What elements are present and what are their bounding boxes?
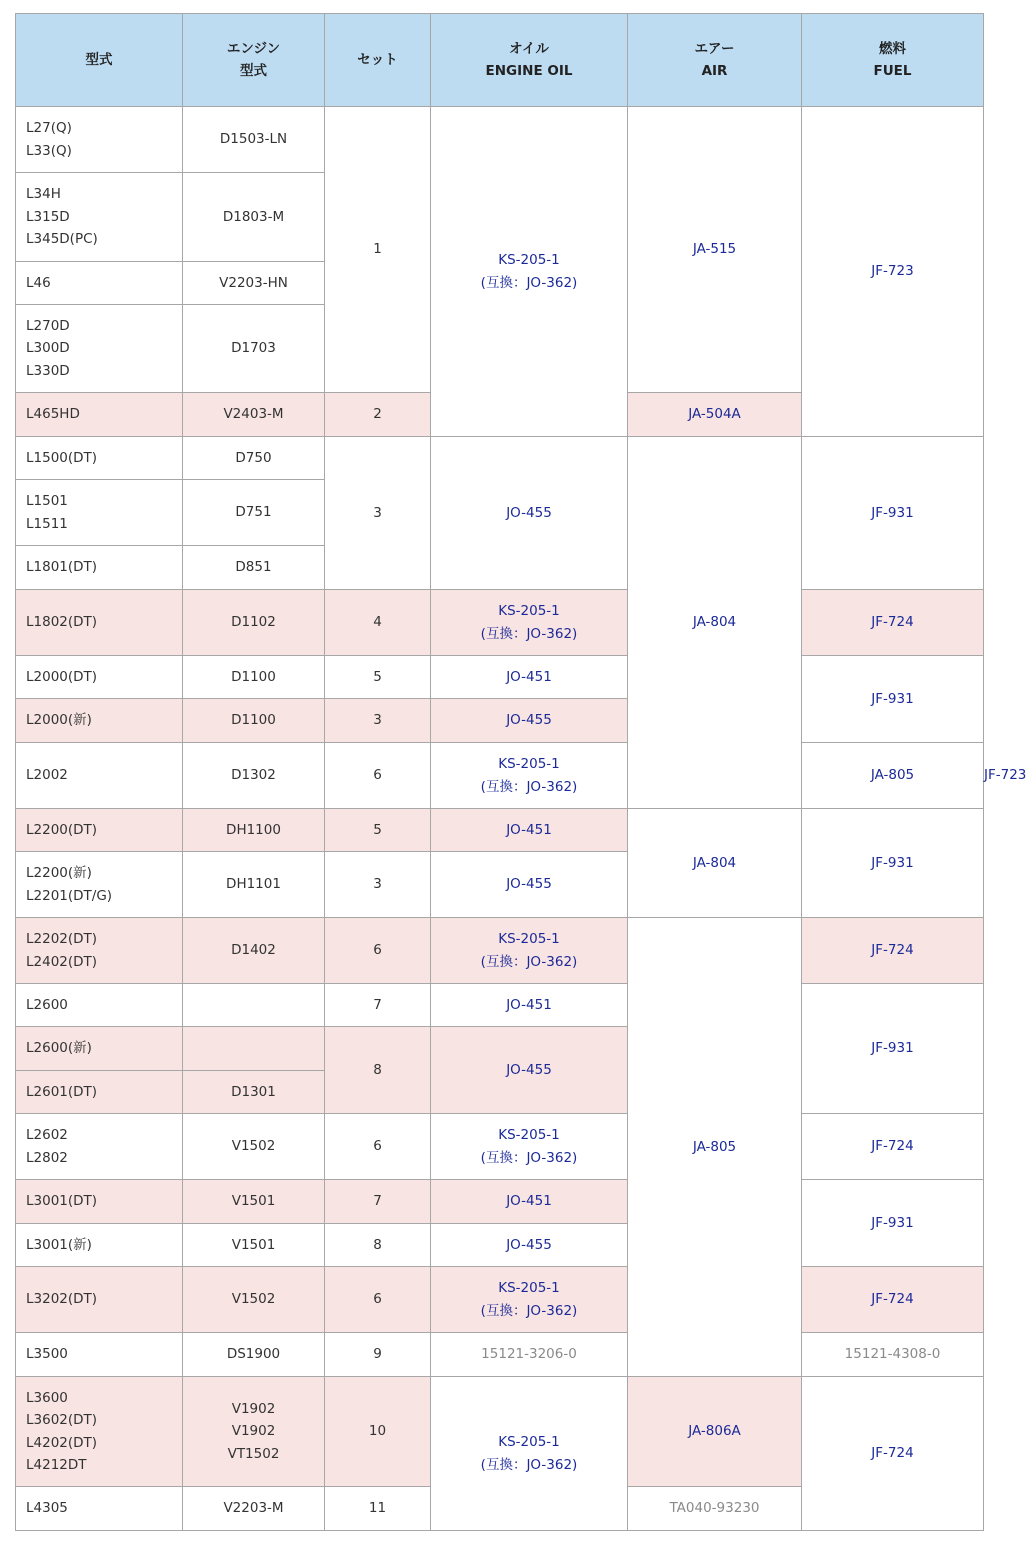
fuel-part-cell[interactable] — [802, 107, 984, 437]
cell-line: L2000(新) — [26, 712, 92, 729]
cell-line: L1801(DT) — [26, 559, 98, 576]
cell-line: V2203-HN — [219, 274, 288, 291]
engine-cell — [183, 656, 325, 699]
filter-table — [15, 13, 1026, 1531]
cell-line: ENGINE OIL — [485, 63, 573, 79]
model-cell — [16, 393, 183, 437]
table-row: L2002 D1302 6 KS-205-1 (互換：JO-362) JA-805 JF-723 — [16, 743, 984, 809]
model-cell — [16, 1180, 183, 1224]
cell-line: V1502 — [231, 1138, 276, 1155]
engine-cell — [183, 1114, 325, 1180]
cell-line: JO-451 — [506, 821, 552, 838]
oil-part-cell[interactable] — [431, 852, 628, 918]
cell-line: L2402(DT) — [26, 953, 98, 970]
set-cell: 6 — [325, 1114, 431, 1180]
cell-line: D1402 — [231, 942, 276, 959]
cell-line: L1501 — [26, 493, 68, 509]
cell-line: L3001(新) — [26, 1236, 92, 1253]
table-row — [16, 984, 984, 1027]
cell-line: L2200(DT) — [26, 821, 98, 838]
cell-line: L2600(新) — [26, 1040, 92, 1057]
oil-part-cell[interactable] — [431, 743, 628, 809]
cell-line: TA040-93230 — [669, 1500, 760, 1517]
air-part-cell[interactable] — [628, 809, 802, 918]
set-cell: 1 — [325, 107, 431, 393]
model-cell — [16, 1114, 183, 1180]
cell-line: 型式 — [85, 51, 113, 68]
oil-part-cell[interactable] — [431, 590, 628, 656]
model-cell — [16, 546, 183, 590]
cell-line: D1803-M — [222, 208, 285, 225]
cell-line: L330D — [26, 362, 70, 379]
engine-cell — [183, 1224, 325, 1267]
cell-line: 燃料 — [879, 40, 906, 57]
oil-part-cell[interactable] — [431, 1180, 628, 1224]
engine-cell — [183, 743, 325, 809]
model-cell — [16, 656, 183, 699]
cell-line: D751 — [235, 504, 272, 521]
cell-line: L33(Q) — [26, 142, 72, 159]
model-cell — [16, 107, 183, 173]
air-part-cell[interactable] — [628, 393, 802, 437]
cell-line: (互換：JO-362) — [480, 625, 578, 642]
oil-part-cell[interactable] — [431, 1333, 628, 1377]
engine-cell — [183, 173, 325, 262]
engine-cell — [183, 1071, 325, 1114]
cell-line: KS-205-1 — [498, 756, 560, 772]
cell-line: L300D — [26, 340, 70, 357]
cell-line: (互換：JO-362) — [480, 953, 578, 970]
cell-line: JO-455 — [506, 1061, 552, 1078]
set-cell: 5 — [325, 809, 431, 852]
cell-line: L34H — [26, 186, 61, 203]
cell-line: L1511 — [26, 515, 68, 532]
set-cell: 3 — [325, 437, 431, 590]
model-cell — [16, 480, 183, 546]
model-cell — [16, 809, 183, 852]
engine-cell — [183, 852, 325, 918]
set-cell: 2 — [325, 393, 431, 437]
cell-line: AIR — [701, 63, 728, 79]
engine-cell — [183, 262, 325, 305]
engine-cell — [183, 107, 325, 173]
model-cell — [16, 1333, 183, 1377]
cell-line: JF-724 — [871, 1445, 914, 1462]
cell-line: JO-451 — [506, 996, 552, 1013]
set-cell: 5 — [325, 656, 431, 699]
engine-cell — [183, 918, 325, 984]
engine-cell — [183, 1267, 325, 1333]
cell-line: JF-724 — [871, 614, 914, 631]
cell-line: JF-931 — [871, 1040, 914, 1057]
cell-line: KS-205-1 — [498, 252, 560, 268]
set-cell: 8 — [325, 1224, 431, 1267]
cell-line: (互換：JO-362) — [480, 274, 578, 291]
air-part-cell[interactable] — [628, 437, 802, 809]
cell-line: L2600 — [26, 996, 68, 1013]
cell-line: KS-205-1 — [498, 931, 560, 947]
model-cell — [16, 984, 183, 1027]
cell-line: (互換：JO-362) — [480, 1302, 578, 1319]
cell-line: VT1502 — [227, 1445, 280, 1462]
table-row — [16, 1377, 984, 1487]
cell-line: (互換：JO-362) — [480, 1456, 578, 1473]
model-cell — [16, 437, 183, 480]
fuel-part-cell[interactable] — [802, 1377, 984, 1531]
engine-cell — [183, 590, 325, 656]
engine-cell — [183, 1180, 325, 1224]
oil-part-cell[interactable] — [431, 918, 628, 984]
model-cell — [16, 1267, 183, 1333]
oil-part-cell[interactable] — [431, 984, 628, 1027]
fuel-part-cell[interactable] — [802, 1180, 984, 1267]
fuel-part-cell[interactable] — [802, 1333, 984, 1377]
cell-line: JF-724 — [871, 942, 914, 959]
engine-cell — [183, 437, 325, 480]
cell-line: L4212DT — [26, 1457, 87, 1473]
cell-line: (互換：JO-362) — [480, 1149, 578, 1166]
model-cell — [16, 918, 183, 984]
cell-line: JA-805 — [870, 767, 915, 784]
model-cell — [16, 852, 183, 918]
oil-part-cell[interactable] — [431, 1267, 628, 1333]
cell-line: L2802 — [26, 1149, 68, 1166]
engine-cell — [183, 1027, 325, 1071]
set-cell: 6 — [325, 743, 431, 809]
cell-line: D1301 — [231, 1083, 276, 1100]
header-model — [16, 14, 183, 107]
fuel-part-cell[interactable] — [802, 590, 984, 656]
fuel-part-cell[interactable] — [802, 918, 984, 984]
set-cell: 9 — [325, 1333, 431, 1377]
cell-line: D1102 — [231, 614, 276, 631]
oil-part-cell[interactable] — [431, 656, 628, 699]
engine-cell — [183, 1333, 325, 1377]
cell-line: DH1101 — [226, 876, 281, 893]
set-cell: 10 — [325, 1377, 431, 1487]
header-row — [16, 14, 984, 107]
cell-line: L3500 — [26, 1346, 68, 1363]
cell-line: セット — [357, 51, 398, 68]
cell-line: JF-724 — [871, 1291, 914, 1308]
cell-line: L270D — [26, 317, 70, 334]
model-cell — [16, 743, 183, 809]
model-cell — [16, 173, 183, 262]
cell-line: FUEL — [873, 63, 912, 79]
table-row — [16, 590, 984, 656]
cell-line: L1500(DT) — [26, 449, 98, 466]
set-cell: 7 — [325, 1180, 431, 1224]
engine-cell — [183, 809, 325, 852]
air-part-cell[interactable] — [628, 107, 802, 393]
cell-line: JF-931 — [871, 854, 914, 871]
model-cell — [16, 1487, 183, 1531]
cell-line: L27(Q) — [26, 120, 72, 136]
table-row — [16, 1333, 984, 1377]
model-cell — [16, 590, 183, 656]
cell-line: JF-931 — [871, 690, 914, 707]
cell-line: 15121-3206-0 — [481, 1346, 577, 1363]
cell-line: V1501 — [231, 1193, 276, 1210]
cell-line: DH1100 — [226, 821, 281, 838]
model-cell — [16, 1027, 183, 1071]
cell-line: JO-455 — [506, 504, 552, 521]
cell-line: KS-205-1 — [498, 1280, 560, 1296]
oil-part-cell[interactable] — [431, 699, 628, 743]
cell-line: JA-805 — [692, 1138, 737, 1155]
cell-line: エンジン — [226, 40, 281, 57]
set-cell: 8 — [325, 1027, 431, 1114]
cell-line: D1703 — [231, 340, 276, 357]
cell-line: JO-455 — [506, 712, 552, 729]
oil-part-cell[interactable] — [431, 437, 628, 590]
cell-line: JO-451 — [506, 668, 552, 685]
fuel-part-cell[interactable] — [802, 1114, 984, 1180]
cell-line: JO-455 — [506, 876, 552, 893]
table-row — [16, 107, 984, 173]
cell-line: L2601(DT) — [26, 1083, 98, 1100]
table-row — [16, 1267, 984, 1333]
air-part-cell[interactable] — [628, 1487, 802, 1531]
table-row — [16, 918, 984, 984]
oil-part-cell[interactable] — [431, 1114, 628, 1180]
cell-line: (互換：JO-362) — [480, 778, 578, 795]
set-cell: 4 — [325, 590, 431, 656]
cell-line: L2200(新) — [26, 865, 92, 881]
cell-line: V2203-M — [223, 1500, 284, 1517]
cell-line: JA-504A — [688, 406, 741, 423]
set-cell: 3 — [325, 852, 431, 918]
cell-line: KS-205-1 — [498, 1127, 560, 1143]
set-cell: 3 — [325, 699, 431, 743]
cell-line: KS-205-1 — [498, 1434, 560, 1450]
table-row — [16, 656, 984, 699]
engine-cell — [183, 1377, 325, 1487]
model-cell — [16, 262, 183, 305]
cell-line: L3600 — [26, 1389, 68, 1406]
cell-line: JA-804 — [692, 614, 737, 631]
cell-line: D1503-LN — [219, 131, 288, 148]
table-row — [16, 809, 984, 852]
table-row — [16, 1114, 984, 1180]
model-cell — [16, 1224, 183, 1267]
cell-line: V1501 — [231, 1236, 276, 1253]
cell-line: エアー — [694, 40, 735, 57]
cell-line: L46 — [26, 274, 51, 291]
table-row — [16, 437, 984, 480]
cell-line: L3602(DT) — [26, 1412, 98, 1428]
oil-part-cell[interactable] — [431, 1224, 628, 1267]
cell-line: JO-451 — [506, 1193, 552, 1210]
cell-line: JO-455 — [506, 1236, 552, 1253]
cell-line: V2403-M — [223, 406, 284, 423]
cell-line: L2602 — [26, 1127, 68, 1143]
engine-cell — [183, 699, 325, 743]
cell-line: L315D — [26, 208, 70, 225]
cell-line: L465HD — [26, 406, 80, 423]
model-cell — [16, 1071, 183, 1114]
set-cell: 6 — [325, 1267, 431, 1333]
table-row — [16, 1180, 984, 1224]
cell-line: オイル — [509, 40, 549, 57]
fuel-part-cell[interactable] — [802, 809, 984, 918]
cell-line: JF-723 — [871, 263, 914, 280]
cell-line: JF-931 — [871, 504, 914, 521]
engine-cell — [183, 1487, 325, 1531]
engine-cell — [183, 546, 325, 590]
header-air — [628, 14, 802, 107]
cell-line: L2000(DT) — [26, 668, 98, 685]
cell-line: L4305 — [26, 1500, 68, 1517]
cell-line: D1100 — [231, 668, 276, 685]
oil-part-cell[interactable] — [431, 809, 628, 852]
cell-line: V1502 — [231, 1291, 276, 1308]
model-cell — [16, 1377, 183, 1487]
fuel-part-cell[interactable] — [802, 984, 984, 1114]
cell-line: V1902 — [231, 1423, 276, 1440]
cell-line: L3202(DT) — [26, 1291, 98, 1308]
fuel-part-cell[interactable] — [802, 656, 984, 743]
fuel-part-cell[interactable] — [802, 1267, 984, 1333]
air-part-cell[interactable] — [802, 743, 984, 809]
cell-line: L2201(DT/G) — [26, 887, 113, 904]
cell-line: V1902 — [231, 1400, 276, 1417]
set-cell: 7 — [325, 984, 431, 1027]
cell-line: L3001(DT) — [26, 1193, 98, 1210]
engine-cell — [183, 305, 325, 393]
set-cell: 11 — [325, 1487, 431, 1531]
cell-line: L2002 — [26, 767, 68, 784]
cell-line: KS-205-1 — [498, 603, 560, 619]
fuel-part-cell[interactable] — [802, 437, 984, 590]
cell-line: L1802(DT) — [26, 614, 98, 631]
cell-line: D1302 — [231, 767, 276, 784]
air-part-cell[interactable] — [628, 918, 802, 1377]
cell-line: L2202(DT) — [26, 931, 98, 947]
engine-cell — [183, 480, 325, 546]
model-cell — [16, 305, 183, 393]
engine-cell — [183, 393, 325, 437]
cell-line: D1100 — [231, 712, 276, 729]
model-cell — [16, 699, 183, 743]
cell-line: 型式 — [240, 63, 267, 79]
cell-line: DS1900 — [226, 1346, 281, 1363]
cell-line: JA-806A — [688, 1423, 741, 1440]
engine-cell — [183, 984, 325, 1027]
cell-line: D851 — [235, 559, 272, 576]
header-oil — [431, 14, 628, 107]
set-cell: 6 — [325, 918, 431, 984]
cell-line: 15121-4308-0 — [844, 1346, 941, 1363]
cell-line: L345D(PC) — [26, 231, 98, 248]
cell-line: JF-931 — [871, 1214, 914, 1231]
cell-line: L4202(DT) — [26, 1434, 98, 1451]
cell-line: JA-515 — [692, 241, 737, 258]
oil-part-cell[interactable] — [431, 1027, 628, 1114]
cell-line: JA-804 — [692, 854, 737, 871]
header-set — [325, 14, 431, 107]
cell-line: D750 — [235, 449, 272, 466]
oil-part-cell[interactable] — [431, 107, 628, 437]
header-fuel — [802, 14, 984, 107]
header-engine — [183, 14, 325, 107]
air-part-cell[interactable] — [628, 1377, 802, 1487]
cell-line: JF-724 — [871, 1138, 914, 1155]
oil-part-cell[interactable] — [431, 1377, 628, 1531]
